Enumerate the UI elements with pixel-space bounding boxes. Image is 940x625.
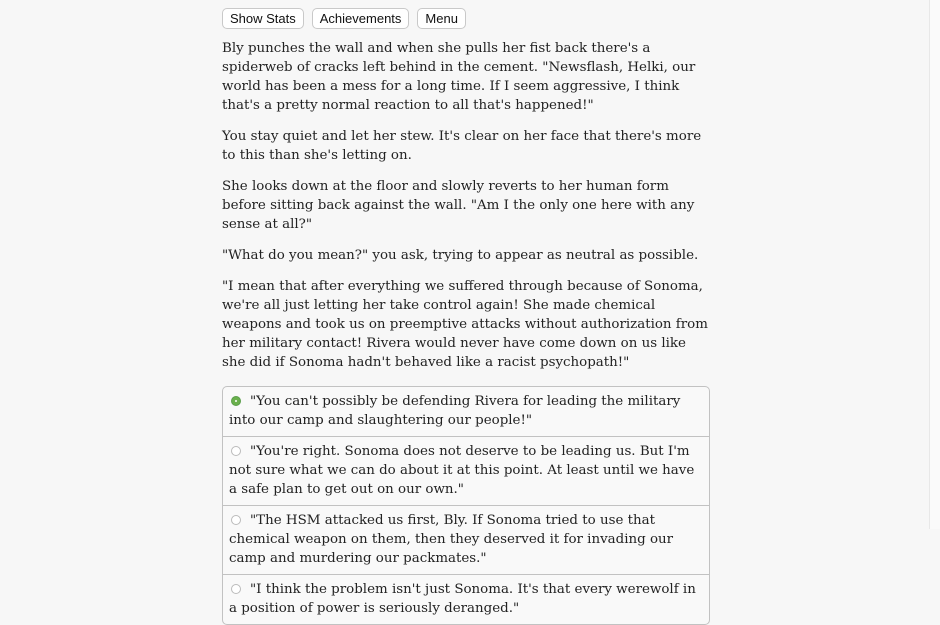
show-stats-button[interactable]: Show Stats — [222, 8, 304, 29]
radio-selected-icon[interactable] — [231, 396, 241, 406]
choice-option-1[interactable] — [223, 387, 709, 436]
story-paragraph: "What do you mean?" you ask, trying to appear as neutral as possible. — [222, 248, 699, 263]
achievements-button[interactable]: Achievements — [312, 8, 410, 29]
story-column — [222, 8, 710, 625]
choice-option-2[interactable] — [223, 436, 709, 505]
choice-text: "You're right. Sonoma does not deserve to be leading us. But I'm not sure what we can do about it at this point. At least until we have a safe plan to get out on our own." — [229, 444, 695, 497]
scrollbar-track[interactable] — [929, 0, 940, 529]
menu-button[interactable]: Menu — [417, 8, 466, 29]
story-paragraph: Bly punches the wall and when she pulls her fist back there's a spiderweb of cracks left behind in the cement. "Newsflash, Helki, our world has been a mess for a long time. If I seem aggressive, I think that's a pretty normal reaction to all that's happened!" — [222, 41, 696, 113]
story-paragraph: She looks down at the floor and slowly reverts to her human form before sitting back against the wall. "Am I the only one here with any sense at all?" — [222, 179, 695, 232]
choice-text: "The HSM attacked us first, Bly. If Sonoma tried to use that chemical weapon on them, then they deserved it for invading our camp and murdering our packmates." — [229, 513, 674, 566]
radio-unselected-icon[interactable] — [231, 515, 241, 525]
choice-text: "I think the problem isn't just Sonoma. It's that every werewolf in a position of power is seriously deranged." — [229, 582, 696, 616]
toolbar — [222, 8, 710, 29]
story-paragraph: "I mean that after everything we suffered through because of Sonoma, we're all just letting her take control again! She made chemical weapons and took us on preemptive attacks without authorization from her military contact! Rivera would never have come down on us like she did if Sonoma hadn't behaved like a racist psychopath!" — [222, 279, 708, 370]
choice-option-4[interactable] — [223, 574, 709, 624]
choice-option-3[interactable] — [223, 505, 709, 574]
story-paragraph: You stay quiet and let her stew. It's clear on her face that there's more to this than she's letting on. — [222, 129, 702, 163]
radio-unselected-icon[interactable] — [231, 584, 241, 594]
choice-list — [222, 386, 710, 625]
radio-unselected-icon[interactable] — [231, 446, 241, 456]
choice-text: "You can't possibly be defending Rivera for leading the military into our camp and slaughtering our people!" — [229, 394, 681, 428]
